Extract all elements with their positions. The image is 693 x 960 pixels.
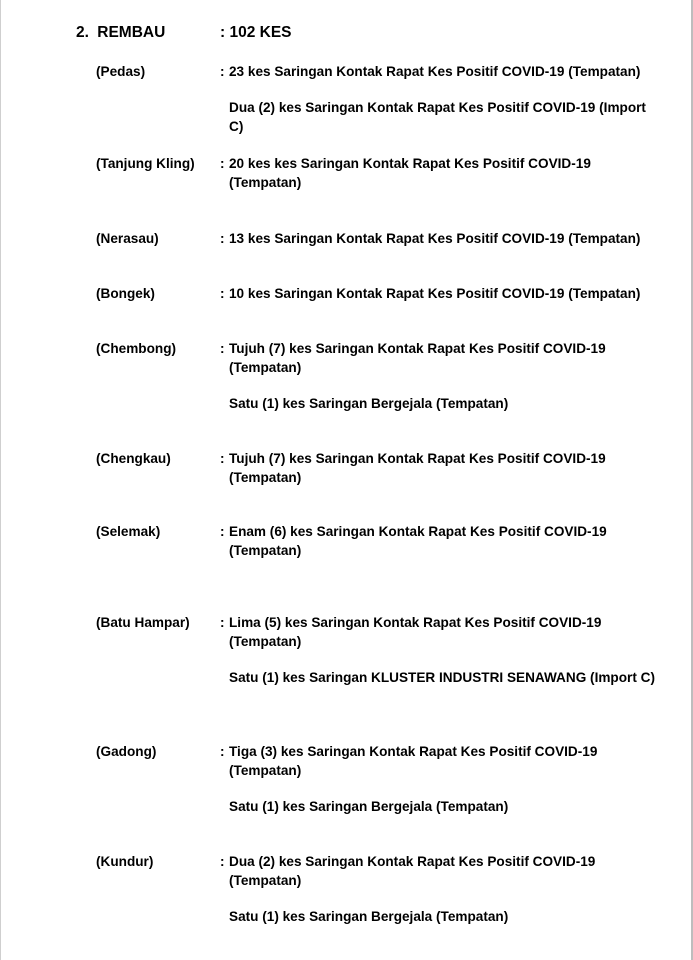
location-name: (Nerasau) xyxy=(96,231,159,246)
case-entry xyxy=(220,62,660,81)
location-name: (Gadong) xyxy=(96,744,157,759)
case-entry xyxy=(220,98,660,136)
case-entry-text: 23 kes Saringan Kontak Rapat Kes Positif COVID-19 (Tempatan) xyxy=(229,64,641,79)
colon-separator: : xyxy=(220,451,225,466)
case-entry xyxy=(220,797,660,816)
location-name: (Kundur) xyxy=(96,854,154,869)
case-entry xyxy=(220,229,660,248)
location-name: (Bongek) xyxy=(96,286,155,301)
case-entry xyxy=(220,613,660,651)
case-entry-text: 10 kes Saringan Kontak Rapat Kes Positif COVID-19 (Tempatan) xyxy=(229,286,641,301)
case-entry xyxy=(220,284,660,303)
colon-separator: : xyxy=(220,231,225,246)
case-entries xyxy=(220,742,660,833)
case-entries xyxy=(220,339,660,430)
section-number-and-district: 2. REMBAU xyxy=(76,24,166,41)
page-edge-left xyxy=(0,0,1,960)
case-entry-text: Tiga (3) kes Saringan Kontak Rapat Kes Positif COVID-19 (Tempatan) xyxy=(229,744,598,778)
case-entry-text: 20 kes kes Saringan Kontak Rapat Kes Positif COVID-19 (Tempatan) xyxy=(229,156,591,190)
case-entry xyxy=(220,907,660,926)
colon-separator: : xyxy=(220,156,225,171)
location-name: (Chengkau) xyxy=(96,451,171,466)
case-entries xyxy=(220,522,660,577)
colon-separator: : xyxy=(220,341,225,356)
case-entry-text: Enam (6) kes Saringan Kontak Rapat Kes Positif COVID-19 (Tempatan) xyxy=(229,524,607,558)
location-name: (Pedas) xyxy=(96,64,146,79)
case-entry xyxy=(220,154,660,192)
case-entry xyxy=(220,852,660,890)
case-entries xyxy=(220,613,660,704)
location-name: (Selemak) xyxy=(96,524,161,539)
case-entry xyxy=(220,449,660,487)
case-entries xyxy=(220,284,660,320)
case-entry xyxy=(220,522,660,560)
case-entries xyxy=(220,154,660,209)
district-total: : 102 KES xyxy=(220,24,292,41)
colon-separator: : xyxy=(220,615,225,630)
case-entry xyxy=(220,394,660,413)
case-entries xyxy=(220,62,660,153)
location-name: (Batu Hampar) xyxy=(96,615,190,630)
case-entry xyxy=(220,742,660,780)
location-name: (Chembong) xyxy=(96,341,177,356)
case-entry-text: Satu (1) kes Saringan Bergejala (Tempatan) xyxy=(229,909,509,924)
colon-separator: : xyxy=(220,854,225,869)
case-entries xyxy=(220,852,660,943)
location-name: (Tanjung Kling) xyxy=(96,156,195,171)
case-entry-text: Satu (1) kes Saringan KLUSTER INDUSTRI SENAWANG (Import C) xyxy=(229,670,655,685)
colon-separator: : xyxy=(220,744,225,759)
case-entry-text: Satu (1) kes Saringan Bergejala (Tempatan) xyxy=(229,396,509,411)
case-entry-text: Satu (1) kes Saringan Bergejala (Tempatan) xyxy=(229,799,509,814)
colon-separator: : xyxy=(220,286,225,301)
colon-separator: : xyxy=(220,524,225,539)
colon-separator: : xyxy=(220,64,225,79)
case-entry xyxy=(220,668,660,687)
case-entry-text: Lima (5) kes Saringan Kontak Rapat Kes Positif COVID-19 (Tempatan) xyxy=(229,615,602,649)
case-entry-text: Tujuh (7) kes Saringan Kontak Rapat Kes Positif COVID-19 (Tempatan) xyxy=(229,451,606,485)
case-entry-text: 13 kes Saringan Kontak Rapat Kes Positif COVID-19 (Tempatan) xyxy=(229,231,641,246)
case-entry-text: Tujuh (7) kes Saringan Kontak Rapat Kes Positif COVID-19 (Tempatan) xyxy=(229,341,606,375)
case-entry xyxy=(220,339,660,377)
case-entry-text: Dua (2) kes Saringan Kontak Rapat Kes Positif COVID-19 (Tempatan) xyxy=(229,854,596,888)
case-entry-text: Dua (2) kes Saringan Kontak Rapat Kes Positif COVID-19 (Import C) xyxy=(229,100,646,134)
case-entries xyxy=(220,229,660,265)
case-entries xyxy=(220,449,660,504)
